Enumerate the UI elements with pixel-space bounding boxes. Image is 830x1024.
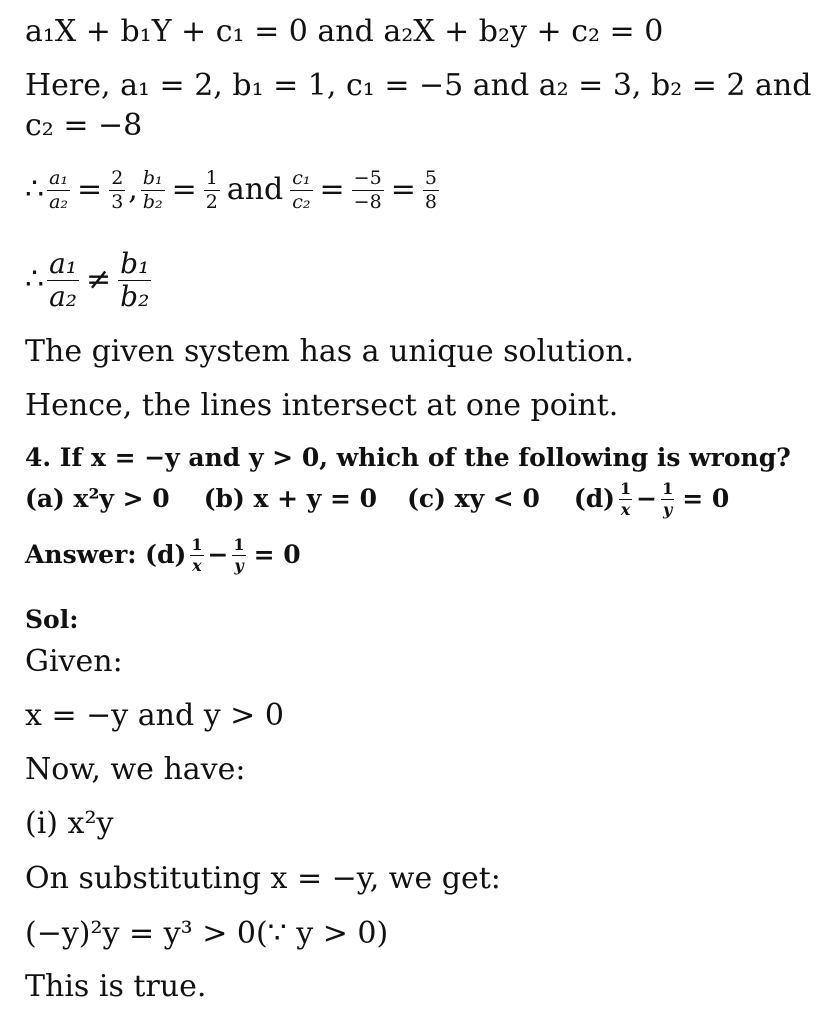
answer-label: Answer: (d) [25,540,187,569]
substitution-statement: On substituting x = −y, we get: [25,861,501,896]
not-equal-sign: ≠ [86,262,112,297]
conclusion-true: This is true. [25,969,207,1004]
unique-solution-statement: The given system has a unique solution. [25,334,635,369]
minus-sign: − [207,540,229,569]
fraction-2-3: $\frac{2}{3}$ [111,166,124,213]
therefore-symbol: ∴ [25,172,45,207]
fraction-1-2: $\frac{1}{2}$ [205,166,218,213]
fraction-1-x: $\frac{1}{x}$ [191,534,203,575]
intersect-statement: Hence, the lines intersect at one point. [25,388,619,423]
solution-label: Sol: [25,605,79,634]
given-expression: x = −y and y > 0 [25,698,284,733]
coefficients-line: Here, a₁ = 2, b₁ = 1, c₁ = −5 and a₂ = 3, b₂ = 2 and [25,68,812,103]
equals-sign: = [390,172,416,207]
and-word: and [226,172,284,207]
item-i: (i) x²y [25,806,114,841]
given-label: Given: [25,644,123,679]
option-b: (b) x + y = 0 [203,484,378,513]
fraction-neg5-neg8: $\frac{-5}{-8}$ [353,166,382,213]
minus-sign: − [636,484,658,513]
option-a: (a) x²y > 0 [25,484,170,513]
equals-zero: = 0 [253,540,301,569]
question-4: 4. If x = −y and y > 0, which of the following is wrong? [25,443,791,472]
fraction-1-y: $\frac{1}{y}$ [233,534,245,575]
equals-sign: = [77,172,103,207]
equals-sign: = [319,172,345,207]
option-d-label: (d) [573,484,615,513]
now-we-have: Now, we have: [25,752,246,787]
equals-zero: = 0 [682,484,730,513]
comma: , [128,172,138,207]
fraction-b1-b2: $\frac{\text{b₁}}{\text{b₂}}$ [142,166,163,213]
coefficient-c2: c₂ = −8 [25,108,143,143]
question-options [25,476,729,522]
fraction-1-x: $\frac{1}{x}$ [620,478,632,519]
option-c: (c) xy < 0 [407,484,540,513]
substitution-result: (−y)²y = y³ > 0(∵ y > 0) [25,916,389,951]
therefore-symbol: ∴ [25,262,45,297]
ratio-inequality-line [25,240,154,320]
fraction-1-y: $\frac{1}{y}$ [662,478,674,519]
ratio-comparison-line [25,160,442,220]
fraction-a1-a2-large: $\frac{\text{a₁}}{\text{a₂}}$ [49,246,78,313]
fraction-5-8: $\frac{5}{8}$ [424,166,437,213]
fraction-b1-b2-large: $\frac{\text{b₁}}{\text{b₂}}$ [120,246,150,313]
answer-line [25,532,301,578]
equation-general-form: a₁X + b₁Y + c₁ = 0 and a₂X + b₂y + c₂ = 0 [25,14,664,49]
fraction-a1-a2: $\frac{\text{a₁}}{\text{a₂}}$ [49,166,69,213]
equals-sign: = [171,172,197,207]
fraction-c1-c2: $\frac{\text{c₁}}{\text{c₂}}$ [292,166,311,213]
